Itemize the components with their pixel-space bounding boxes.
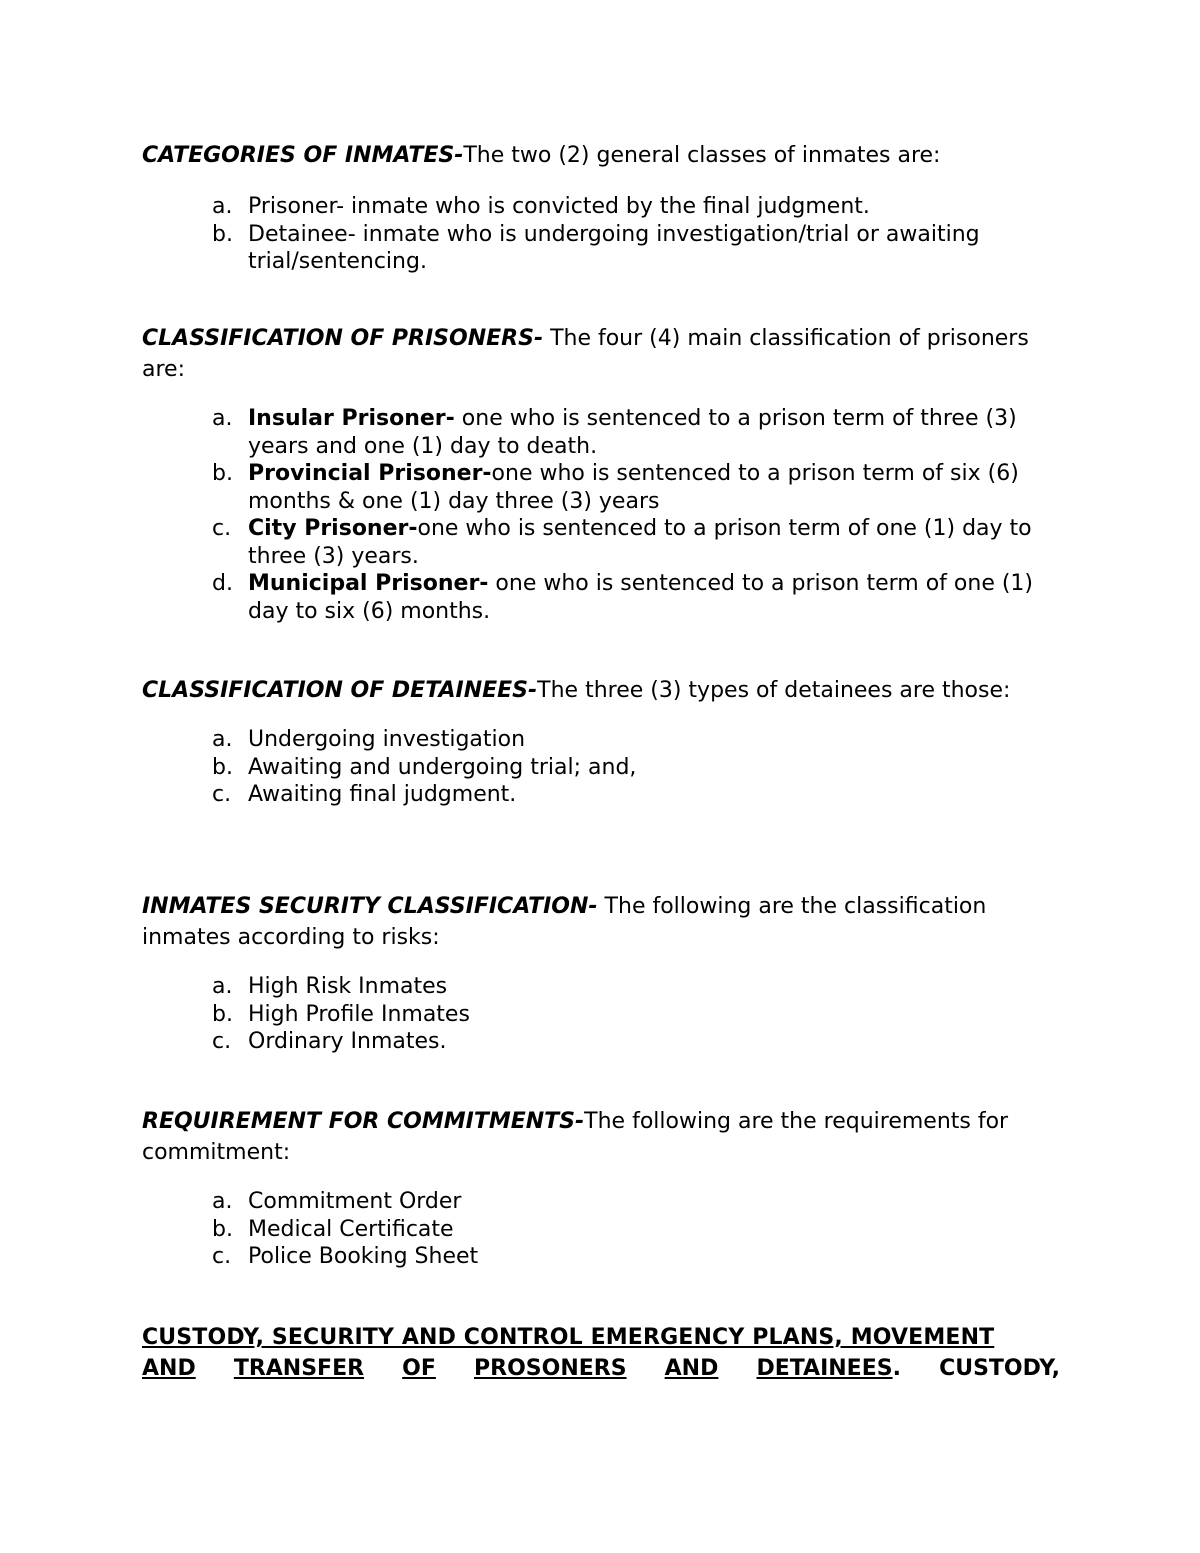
section-classification-of-prisoners [142, 323, 1062, 625]
list-item [142, 1188, 1062, 1216]
list-item-term: Insular Prisoner- [248, 406, 455, 431]
section-heading-paragraph [142, 891, 1062, 953]
section-heading-paragraph [142, 675, 1062, 706]
list-marker: b. [212, 221, 233, 247]
list-item-term: Provincial Prisoner- [248, 461, 492, 486]
list-item [142, 754, 1062, 782]
section-heading: CLASSIFICATION OF PRISONERS- [142, 326, 544, 351]
list-marker: c. [212, 516, 232, 541]
list-item-text: Prisoner- inmate who is convicted by the final judgment. [248, 194, 870, 219]
section-heading: CATEGORIES OF INMATES- [142, 143, 464, 168]
list-item-text: High Profile Inmates [248, 1001, 470, 1027]
list-item-text: Medical Certificate [248, 1216, 454, 1242]
list-item [142, 570, 1062, 625]
section-list [142, 405, 1062, 625]
final-word: AND [142, 1356, 196, 1381]
list-item-text: Police Booking Sheet [248, 1244, 479, 1269]
section-intro: The four (4) main classification of prisoners are: [142, 326, 1029, 382]
list-marker: c. [212, 1029, 232, 1054]
section-heading: REQUIREMENT FOR COMMITMENTS- [142, 1109, 585, 1134]
list-item [142, 515, 1062, 570]
list-marker: b. [212, 1001, 233, 1027]
final-word: DETAINEES [756, 1356, 893, 1381]
final-word-tail: CUSTODY, [939, 1356, 1060, 1381]
list-marker: a. [212, 194, 233, 219]
final-word: TRANSFER [233, 1356, 365, 1381]
section-intro: The two (2) general classes of inmates are: [463, 143, 941, 168]
section-categories-of-inmates [142, 140, 1062, 276]
list-item [142, 726, 1062, 754]
list-item [142, 1028, 1062, 1056]
list-item-text: one who is sentenced to a prison term of six (6) months & one (1) day three (3) years [248, 461, 1019, 514]
section-list [142, 193, 1062, 276]
section-list [142, 726, 1062, 809]
list-item-term: Municipal Prisoner- [248, 571, 489, 596]
section-requirement-for-commitments [142, 1106, 1062, 1271]
list-item [142, 405, 1062, 460]
list-item [142, 1216, 1062, 1244]
section-heading-paragraph [142, 323, 1062, 385]
custody-security-heading [142, 1322, 1060, 1384]
list-item-text: Undergoing investigation [248, 727, 526, 752]
section-intro: The three (3) types of detainees are those: [537, 678, 1011, 703]
final-heading-line-1: CUSTODY, SECURITY AND CONTROL EMERGENCY PLANS, MOVEMENT [142, 1325, 995, 1350]
list-item-text: Ordinary Inmates. [248, 1029, 447, 1054]
list-item-text: one who is sentenced to a prison term of one (1) day to six (6) months. [248, 571, 1034, 624]
final-word: AND [664, 1356, 719, 1381]
list-marker: a. [212, 727, 233, 752]
section-intro: The following are the requirements for commitment: [142, 1109, 1009, 1165]
list-marker: b. [212, 1216, 233, 1242]
final-word: OF [402, 1356, 436, 1381]
list-marker: b. [212, 754, 233, 780]
list-item-text: one who is sentenced to a prison term of three (3) years and one (1) day to death. [248, 406, 1017, 459]
final-word-group [756, 1353, 900, 1384]
list-item [142, 973, 1062, 1001]
section-classification-of-detainees [142, 675, 1062, 809]
section-heading: CLASSIFICATION OF DETAINEES- [142, 678, 538, 703]
list-item-term: City Prisoner- [248, 516, 418, 541]
list-item-text: Detainee- inmate who is undergoing investigation/trial or awaiting trial/sentencing. [248, 221, 980, 274]
list-item [142, 781, 1062, 809]
final-period: . [892, 1356, 901, 1381]
section-inmates-security-classification [142, 891, 1062, 1056]
list-marker: a. [212, 406, 233, 431]
list-item-text: Awaiting and undergoing trial; and, [248, 754, 637, 780]
section-heading-paragraph [142, 140, 1062, 171]
list-marker: c. [212, 1244, 232, 1269]
list-marker: a. [212, 974, 233, 999]
list-item-text: one who is sentenced to a prison term of one (1) day to three (3) years. [248, 516, 1032, 569]
list-item [142, 460, 1062, 515]
section-list [142, 1188, 1062, 1271]
list-marker: a. [212, 1189, 233, 1214]
final-word: PROSONERS [474, 1356, 627, 1381]
section-intro: The following are the classification inmates according to risks: [142, 894, 987, 950]
list-item-text: Awaiting final judgment. [248, 782, 517, 807]
list-item [142, 193, 1062, 221]
list-item-text: High Risk Inmates [248, 974, 448, 999]
list-item-text: Commitment Order [248, 1189, 462, 1214]
section-heading: INMATES SECURITY CLASSIFICATION- [142, 894, 598, 919]
final-heading-line-2 [142, 1353, 1060, 1384]
list-marker: c. [212, 782, 232, 807]
list-item [142, 1001, 1062, 1029]
list-item [142, 221, 1062, 276]
list-marker: b. [212, 461, 233, 486]
list-item [142, 1243, 1062, 1271]
section-list [142, 973, 1062, 1056]
section-heading-paragraph [142, 1106, 1062, 1168]
list-marker: d. [212, 571, 233, 596]
